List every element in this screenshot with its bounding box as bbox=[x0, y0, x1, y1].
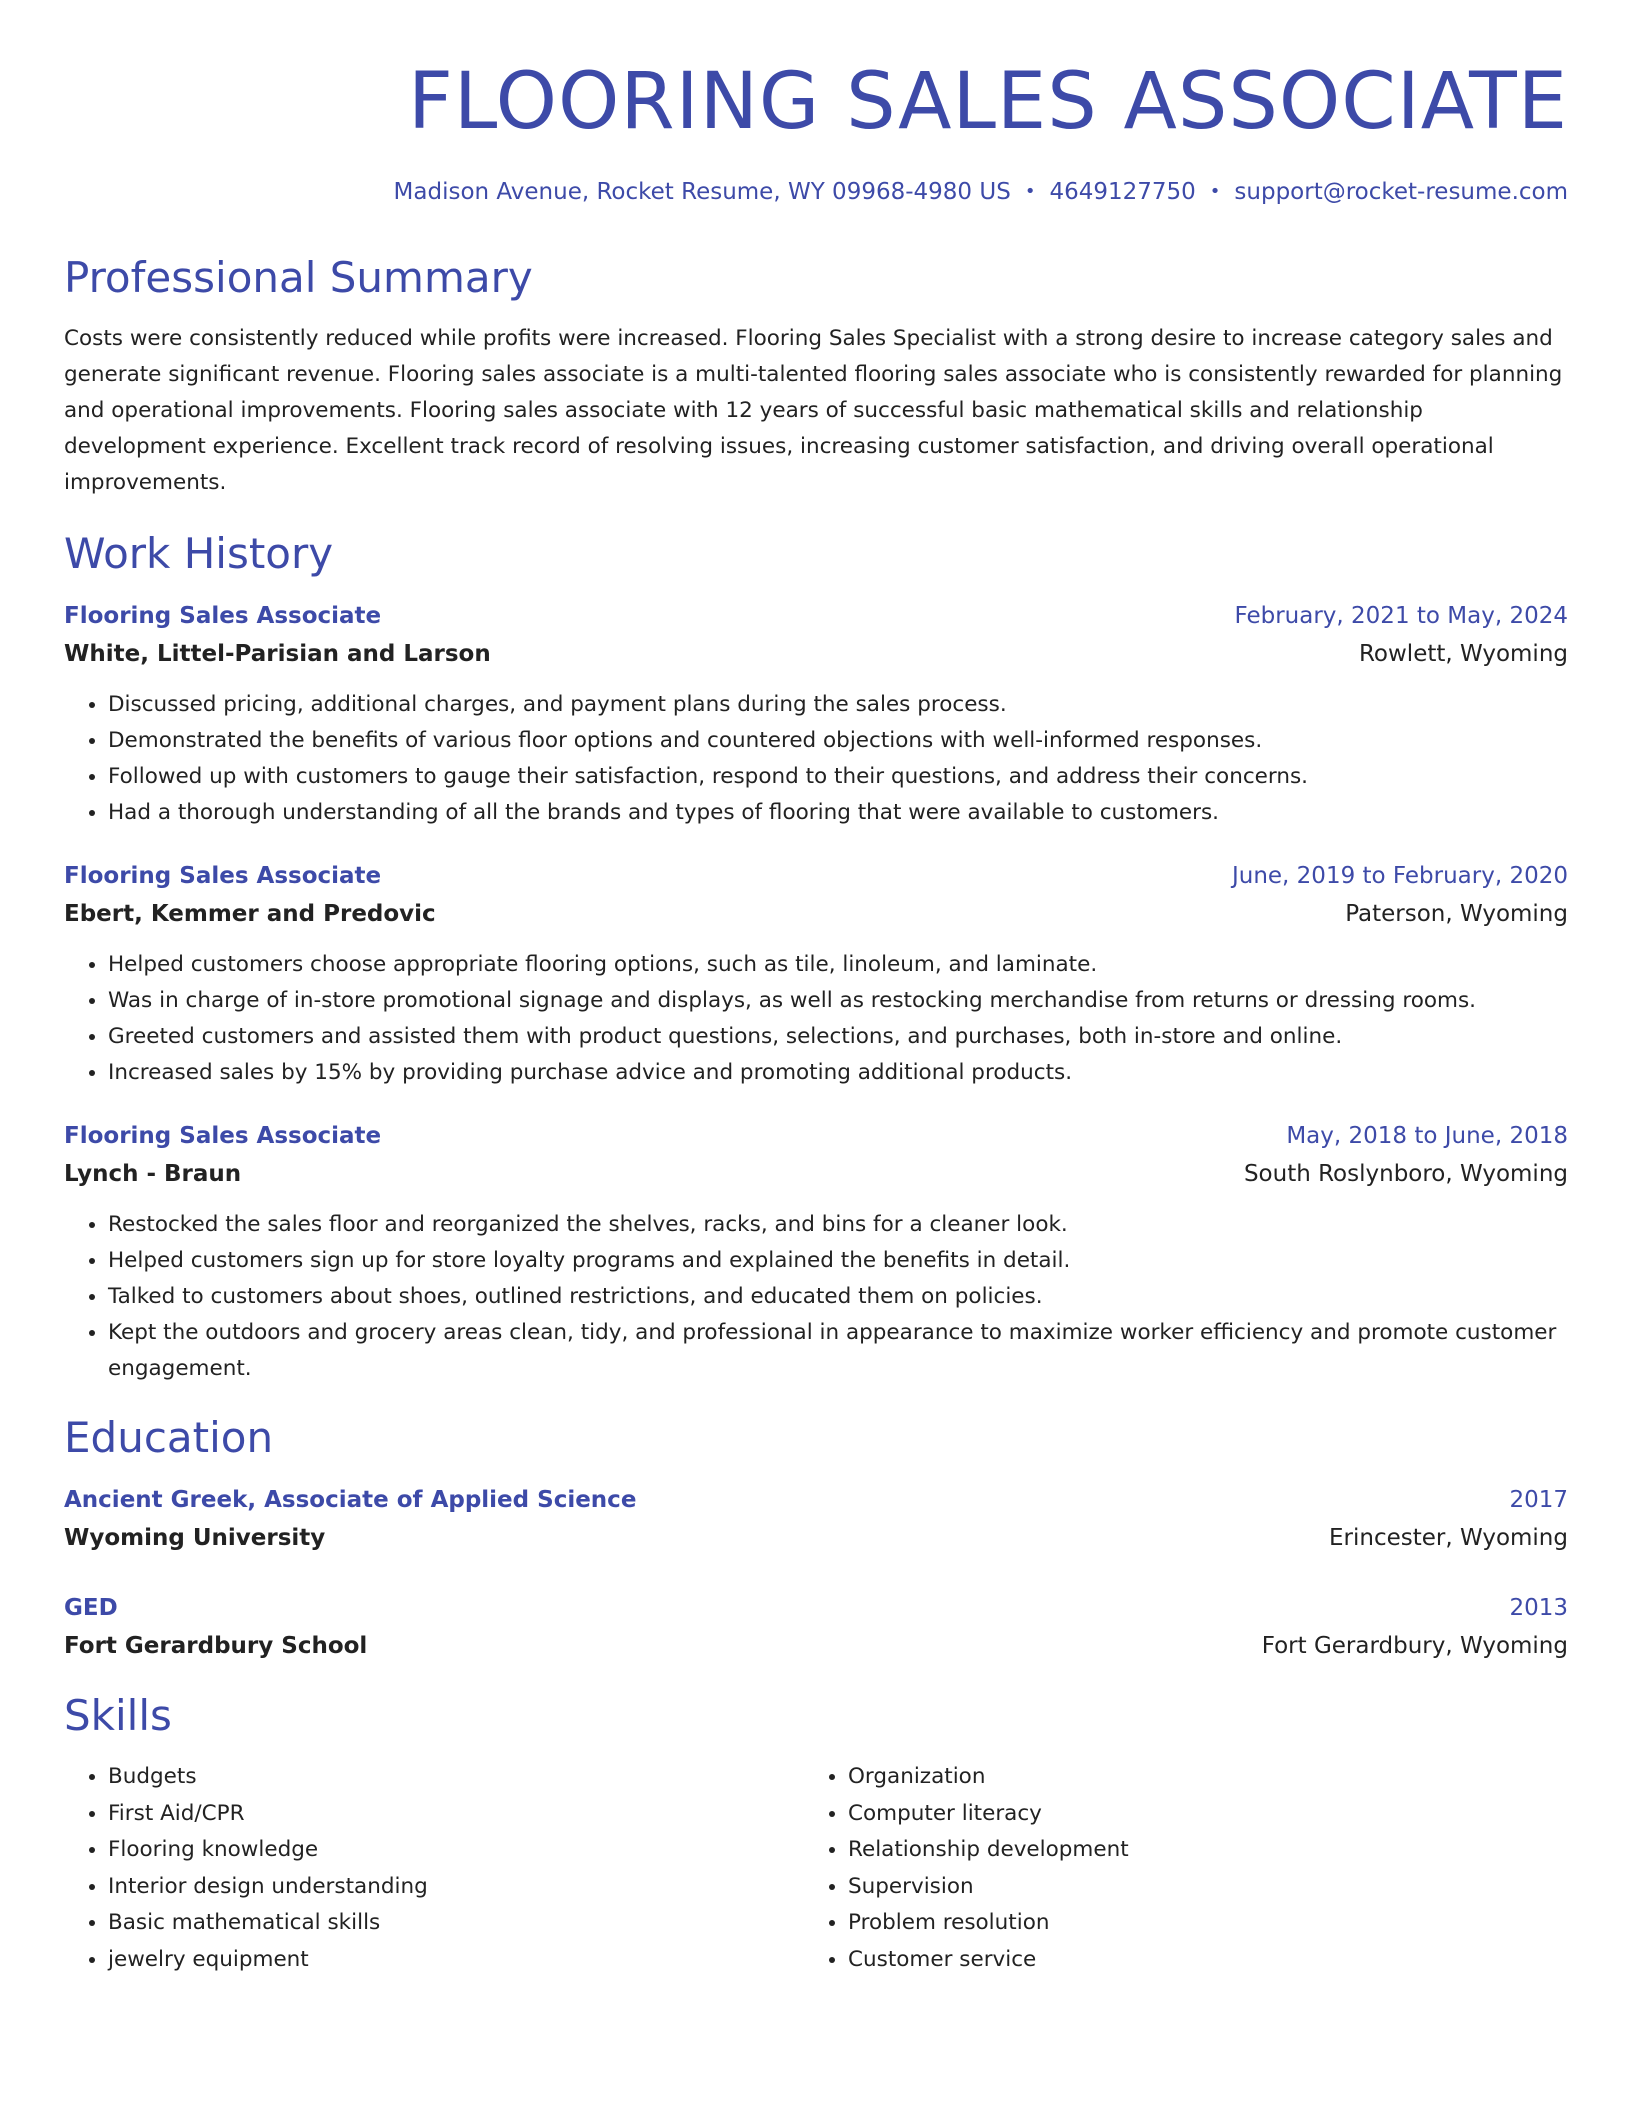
address: Madison Avenue, Rocket Resume, WY 09968-4980 US bbox=[393, 179, 1011, 205]
separator-dot: • bbox=[1209, 181, 1221, 202]
skill-item: • Computer literacy bbox=[848, 1796, 1504, 1833]
job-subhead bbox=[64, 895, 1568, 933]
skill-item: • Problem resolution bbox=[848, 1905, 1504, 1942]
job-location: Rowlett, Wyoming bbox=[1358, 641, 1568, 667]
education-subhead bbox=[64, 1627, 1568, 1665]
education-head bbox=[64, 1481, 1568, 1519]
job-company: Lynch - Braun bbox=[64, 1161, 242, 1187]
work-history-section bbox=[64, 525, 1568, 1387]
job-subhead bbox=[64, 1155, 1568, 1193]
job-bullets bbox=[64, 1207, 1568, 1387]
skill-item: • Budgets bbox=[108, 1759, 804, 1796]
list-item: • Followed up with customers to gauge their satisfaction, respond to their questions, and address their concerns. bbox=[108, 759, 1568, 795]
job-dates: February, 2021 to May, 2024 bbox=[1234, 603, 1568, 629]
job-entry bbox=[64, 857, 1568, 1091]
resume-header bbox=[64, 0, 1568, 209]
list-item: • Greeted customers and assisted them with product questions, selections, and purchases, both in-store and online. bbox=[108, 1019, 1568, 1055]
list-item: • Helped customers choose appropriate flooring options, such as tile, linoleum, and laminate. bbox=[108, 947, 1568, 983]
job-location: South Roslynboro, Wyoming bbox=[1243, 1161, 1568, 1187]
job-entry bbox=[64, 597, 1568, 831]
skill-item: • Flooring knowledge bbox=[108, 1832, 804, 1869]
education-entry bbox=[64, 1589, 1568, 1665]
job-subhead bbox=[64, 635, 1568, 673]
job-role: Flooring Sales Associate bbox=[64, 603, 382, 629]
job-head bbox=[64, 1117, 1568, 1155]
skill-item: • First Aid/CPR bbox=[108, 1796, 804, 1833]
list-item: • Demonstrated the benefits of various floor options and countered objections with well-informed responses. bbox=[108, 723, 1568, 759]
list-item: • Was in charge of in-store promotional signage and displays, as well as restocking merchandise from returns or dressing rooms. bbox=[108, 983, 1568, 1019]
job-head bbox=[64, 597, 1568, 635]
skill-item: • Interior design understanding bbox=[108, 1869, 804, 1906]
graduation-year: 2013 bbox=[1509, 1595, 1568, 1621]
skills-columns bbox=[64, 1759, 1568, 1978]
school-location: Fort Gerardbury, Wyoming bbox=[1261, 1633, 1568, 1659]
skills-column-2 bbox=[804, 1759, 1504, 1978]
list-item: • Kept the outdoors and grocery areas clean, tidy, and professional in appearance to maximize worker efficiency and promote customer engagement. bbox=[108, 1315, 1568, 1387]
degree: Ancient Greek, Associate of Applied Science bbox=[64, 1487, 637, 1513]
education-head bbox=[64, 1589, 1568, 1627]
job-company: Ebert, Kemmer and Predovic bbox=[64, 901, 436, 927]
school-location: Erincester, Wyoming bbox=[1329, 1525, 1568, 1551]
job-title: FLOORING SALES ASSOCIATE bbox=[408, 57, 1568, 147]
job-role: Flooring Sales Associate bbox=[64, 863, 382, 889]
job-head bbox=[64, 857, 1568, 895]
list-item: • Talked to customers about shoes, outlined restrictions, and educated them on policies. bbox=[108, 1279, 1568, 1315]
list-item: • Increased sales by 15% by providing purchase advice and promoting additional products. bbox=[108, 1055, 1568, 1091]
section-heading-skills: Skills bbox=[64, 1691, 172, 1740]
skill-item: • Organization bbox=[848, 1759, 1504, 1796]
list-item: • Restocked the sales floor and reorganized the shelves, racks, and bins for a cleaner look. bbox=[108, 1207, 1568, 1243]
skills-column-1 bbox=[64, 1759, 804, 1978]
job-bullets bbox=[64, 687, 1568, 831]
skills-section bbox=[64, 1687, 1568, 1978]
degree: GED bbox=[64, 1595, 118, 1621]
list-item: • Had a thorough understanding of all the brands and types of flooring that were available to customers. bbox=[108, 795, 1568, 831]
job-dates: May, 2018 to June, 2018 bbox=[1286, 1123, 1568, 1149]
school-name: Fort Gerardbury School bbox=[64, 1633, 368, 1659]
skill-item: • Relationship development bbox=[848, 1832, 1504, 1869]
job-role: Flooring Sales Associate bbox=[64, 1123, 382, 1149]
section-heading-education: Education bbox=[64, 1413, 274, 1462]
phone: 4649127750 bbox=[1049, 179, 1196, 205]
section-heading-work: Work History bbox=[64, 529, 334, 578]
email-link[interactable]: support@rocket-resume.com bbox=[1234, 179, 1568, 205]
skill-item: • Customer service bbox=[848, 1942, 1504, 1979]
skill-item: • jewelry equipment bbox=[108, 1942, 804, 1979]
job-bullets bbox=[64, 947, 1568, 1091]
list-item: • Helped customers sign up for store loyalty programs and explained the benefits in detail. bbox=[108, 1243, 1568, 1279]
education-entry bbox=[64, 1481, 1568, 1557]
job-entry bbox=[64, 1117, 1568, 1387]
education-section bbox=[64, 1409, 1568, 1665]
job-location: Paterson, Wyoming bbox=[1345, 901, 1568, 927]
separator-dot: • bbox=[1024, 181, 1036, 202]
skill-item: • Basic mathematical skills bbox=[108, 1905, 804, 1942]
summary-section bbox=[64, 249, 1568, 501]
graduation-year: 2017 bbox=[1509, 1487, 1568, 1513]
list-item: • Discussed pricing, additional charges, and payment plans during the sales process. bbox=[108, 687, 1568, 723]
education-subhead bbox=[64, 1519, 1568, 1557]
job-company: White, Littel-Parisian and Larson bbox=[64, 641, 491, 667]
summary-text: Costs were consistently reduced while profits were increased. Flooring Sales Specialist with a strong desire to increase category sales and generate significant revenue. Flooring sales associate is a multi-talented flooring sales associate who is consistently rewarded for planning and operational improvements. Flooring sales associate with 12 years of successful basic mathematical skills and relationship development experience. Excellent track record of resolving issues, increasing customer satisfaction, and driving overall operational improvements. bbox=[64, 326, 1563, 495]
skill-item: • Supervision bbox=[848, 1869, 1504, 1906]
contact-line bbox=[64, 175, 1568, 209]
job-dates: June, 2019 to February, 2020 bbox=[1231, 863, 1568, 889]
school-name: Wyoming University bbox=[64, 1525, 326, 1551]
section-heading-summary: Professional Summary bbox=[64, 253, 533, 302]
